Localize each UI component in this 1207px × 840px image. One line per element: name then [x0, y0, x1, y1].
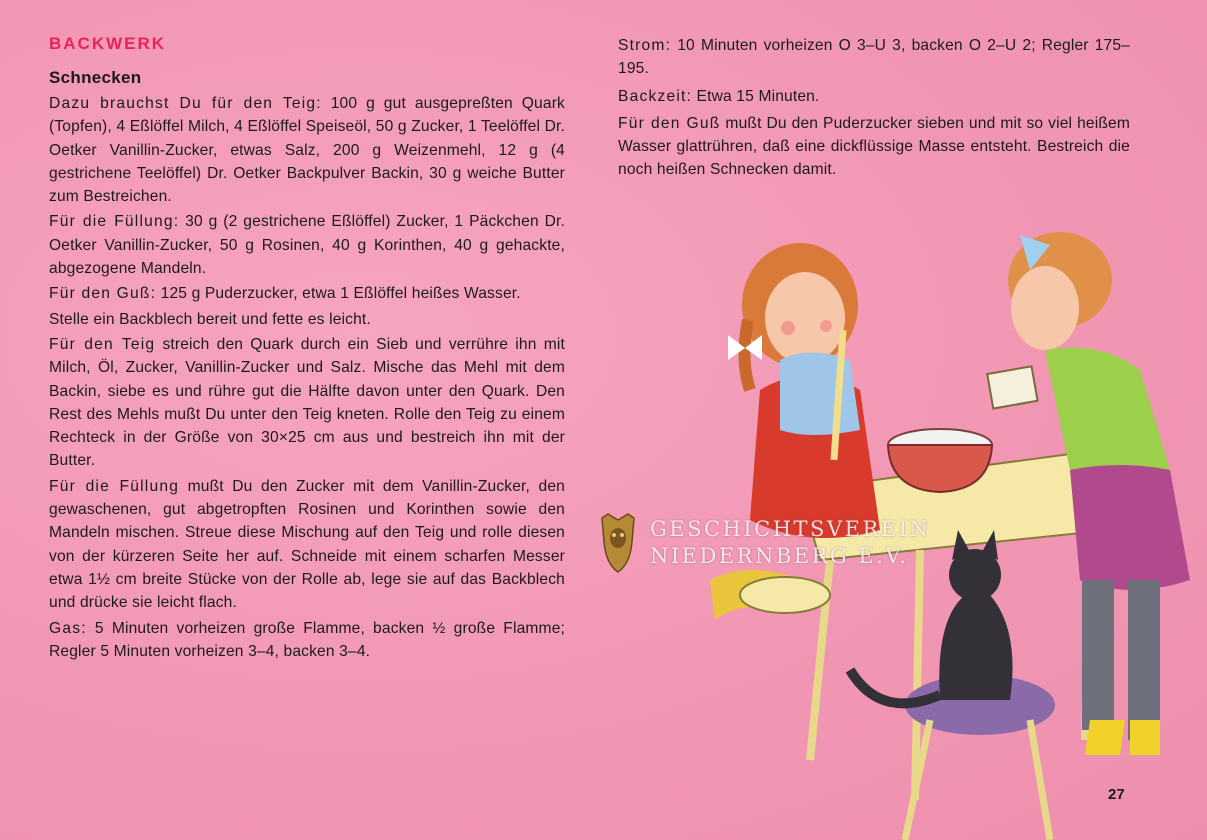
- cat-on-stool: [850, 530, 1055, 840]
- step-dough: [49, 333, 565, 473]
- step-glaze: [618, 112, 1130, 182]
- paragraph-lead: Für den Guß:: [49, 285, 157, 303]
- recipe-title: Schnecken: [49, 68, 142, 87]
- paragraph-lead: Dazu brauchst Du für den Teig:: [49, 95, 322, 112]
- right-column: [618, 34, 1130, 186]
- watermark-line-2: NIEDERNBERG E.V.: [650, 544, 909, 568]
- paragraph-text: 5 Minuten vorheizen große Flamme, backen ½ große Flamme; Regler 5 Minuten vorheizen 3–4, backen 3–4.: [49, 619, 565, 660]
- paragraph-lead: Für die Füllung: [49, 477, 180, 495]
- paragraph-text: mußt Du den Puderzucker sieben und mit so viel heißem Wasser glattrühren, daß eine dickflüssige Masse entsteht. Bestreich die noch heißen Schnecken damit.: [618, 114, 1130, 179]
- paragraph-text: streich den Quark durch ein Sieb und verrühre ihn mit Milch, Öl, Zucker, Vanillin-Zucker und Salz. Mische das Mehl mit dem Backin, siebe es und rühre gut die Hälfte davon unter den Quark. Den Rest des Mehls mußt Du unter den Teig kneten. Rolle den Teig zu einem Rechteck in der Größe von 30×25 cm aus und bestreich ihn mit der Butter.: [49, 335, 566, 470]
- step-electric: [618, 34, 1130, 81]
- ingredients-glaze: [49, 282, 565, 305]
- watermark: [598, 512, 930, 574]
- paragraph-text: 100 g gut ausgepreßten Quark (Topfen), 4 Eßlöffel Milch, 4 Eßlöffel Speiseöl, 50 g Zucker, 1 Teelöffel Dr. Oetker Vanillin-Zucker, etwas Salz, 200 g Weizenmehl, 12 g (4 gestrichene Teelöffel) Dr. Oetker Backpulver Backin, 30 g weiche Butter zum Bestreichen.: [49, 95, 565, 206]
- paragraph-lead: Für die Füllung:: [49, 213, 180, 231]
- step-baking-sheet: [49, 308, 565, 331]
- paragraph-text: mußt Du den Zucker mit dem Vanillin-Zucker, den gewaschenen, gut abgetropften Rosinen und Korinthen sowie den Mandeln mischen. Streue diese Mischung auf den Teig und rolle diesen von der kürzeren Seite her auf. Schneide mit einem scharfen Messer etwa 1½ cm breite Stücke von der Rolle ab, lege sie auf das Backblech und drücke sie leicht flach.: [49, 477, 565, 612]
- paragraph-lead: Gas:: [49, 619, 87, 637]
- step-filling: [49, 475, 565, 615]
- page-number: 27: [1108, 786, 1125, 803]
- paragraph-lead: Für den Guß: [618, 114, 721, 132]
- paragraph-text: 30 g (2 gestrichene Eßlöffel) Zucker, 1 Päckchen Dr. Oetker Vanillin-Zucker, 50 g Rosinen, 40 g Korinthen, 40 g gehackte, abgezogene Mandeln.: [49, 213, 565, 278]
- step-gas: [49, 617, 565, 664]
- left-column: [49, 34, 565, 665]
- ingredients-filling: [49, 210, 565, 280]
- paragraph-lead: Strom:: [618, 37, 672, 54]
- paragraph-lead: Für den Teig: [49, 335, 156, 353]
- ingredients-dough: [49, 92, 565, 208]
- crest-icon: [598, 512, 638, 574]
- paragraph-text: Etwa 15 Minuten.: [692, 87, 820, 105]
- paragraph-text: 125 g Puderzucker, etwa 1 Eßlöffel heißes Wasser.: [156, 285, 521, 303]
- paragraph-text: Stelle ein Backblech bereit und fette es leicht.: [49, 310, 371, 328]
- section-heading: BACKWERK: [49, 34, 167, 53]
- watermark-line-1: GESCHICHTSVEREIN: [650, 517, 931, 541]
- watermark-text: [650, 516, 930, 570]
- step-baking-time: [618, 85, 1130, 108]
- paragraph-text: 10 Minuten vorheizen O 3–U 3, backen O 2–U 2; Regler 175–195.: [618, 37, 1130, 78]
- paragraph-lead: Backzeit:: [618, 87, 693, 105]
